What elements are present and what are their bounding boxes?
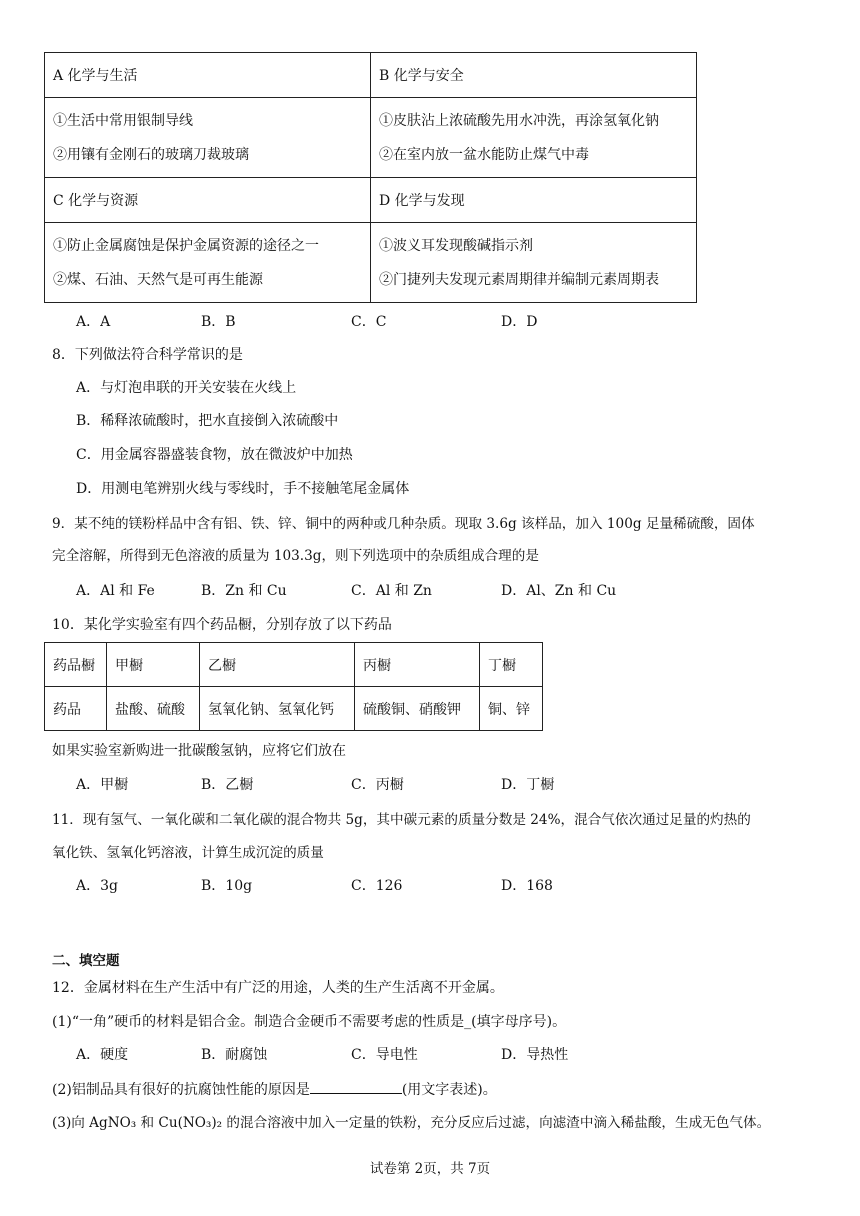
- cell-d-body: [371, 223, 697, 303]
- cell-c-body: [45, 223, 371, 303]
- cell-d-line1: ①波义耳发现酸碱指示剂: [379, 237, 533, 254]
- q7-option-b: B．B: [201, 314, 236, 330]
- q9-option-c: C．Al 和 Zn: [351, 583, 432, 599]
- cabinet-header-0: 药品橱: [45, 643, 107, 687]
- q11-stem-line2: 氧化铁、氢氧化钙溶液，计算生成沉淀的质量: [52, 845, 324, 861]
- cell-c-header: C 化学与资源: [45, 178, 371, 223]
- q12-part1-option-c: C．导电性: [351, 1047, 418, 1063]
- q7-option-a: A．A: [76, 314, 111, 330]
- cell-c-line2: ②煤、石油、天然气是可再生能源: [53, 271, 263, 288]
- q7-option-c: C．C: [351, 314, 387, 330]
- q12-part2-after: (用文字表述)。: [401, 1082, 497, 1098]
- q12-part2: [52, 1079, 497, 1100]
- cabinet-cell-4: 铜、锌: [480, 687, 543, 731]
- q10-option-c: C．丙橱: [351, 777, 404, 793]
- cabinet-cell-1: 盐酸、硫酸: [107, 687, 200, 731]
- q11-option-d: D．168: [501, 878, 553, 894]
- cabinet-cell-0: 药品: [45, 687, 107, 731]
- q12-part2-before: (2)铝制品具有很好的抗腐蚀性能的原因是: [52, 1082, 310, 1098]
- q9-option-d: D．Al、Zn 和 Cu: [501, 583, 617, 599]
- cell-b-line1: ①皮肤沾上浓硫酸先用水冲洗，再涂氢氧化钠: [379, 112, 659, 129]
- cell-a-header: A 化学与生活: [45, 53, 371, 98]
- q11-option-a: A．3g: [76, 878, 118, 894]
- cell-d-header: D 化学与发现: [371, 178, 697, 223]
- cell-b-body: [371, 98, 697, 178]
- cell-b-line2: ②在室内放一盆水能防止煤气中毒: [379, 146, 589, 163]
- cell-c-line1: ①防止金属腐蚀是保护金属资源的途径之一: [53, 237, 319, 254]
- q9-option-b: B．Zn 和 Cu: [201, 583, 287, 599]
- cabinet-cell-3: 硫酸铜、硝酸钾: [355, 687, 480, 731]
- cell-a-line1: ①生活中常用银制导线: [53, 112, 193, 129]
- q12-part1-option-d: D．导热性: [501, 1047, 569, 1063]
- q12-part1-option-b: B．耐腐蚀: [201, 1047, 268, 1063]
- cabinet-table: [44, 642, 543, 731]
- q10-option-b: B．乙橱: [201, 777, 254, 793]
- q11-stem-line1: 11．现有氢气、一氧化碳和二氧化碳的混合物共 5g，其中碳元素的质量分数是 24%，混合气依次通过足量的灼热的: [52, 812, 751, 828]
- answer-blank[interactable]: [310, 1079, 402, 1094]
- q11-option-b: B．10g: [201, 878, 253, 894]
- cabinet-cell-2: 氢氧化钠、氢氧化钙: [200, 687, 355, 731]
- section-title: 二、填空题: [52, 953, 120, 969]
- knowledge-table: [44, 52, 697, 303]
- cell-b-header: B 化学与安全: [371, 53, 697, 98]
- q11-option-c: C．126: [351, 878, 403, 894]
- cell-d-line2: ②门捷列夫发现元素周期律并编制元素周期表: [379, 271, 659, 288]
- q10-stem: 10．某化学实验室有四个药品橱，分别存放了以下药品: [52, 617, 392, 633]
- q10-option-a: A．甲橱: [76, 777, 129, 793]
- q8-option-d: D．用测电笔辨别火线与零线时，手不接触笔尾金属体: [76, 481, 410, 497]
- q8-option-a: A．与灯泡串联的开关安装在火线上: [76, 380, 297, 396]
- cabinet-header-4: 丁橱: [480, 643, 543, 687]
- cell-a-body: [45, 98, 371, 178]
- q9-stem-line1: 9．某不纯的镁粉样品中含有铝、铁、锌、铜中的两种或几种杂质。现取 3.6g 该样品，加入 100g 足量稀硫酸，固体: [52, 516, 755, 532]
- q7-option-d: D．D: [501, 314, 538, 330]
- q8-option-c: C．用金属容器盛装食物，放在微波炉中加热: [76, 447, 353, 463]
- cabinet-header-3: 丙橱: [355, 643, 480, 687]
- q9-option-a: A．Al 和 Fe: [76, 583, 155, 599]
- cabinet-header-2: 乙橱: [200, 643, 355, 687]
- q10-option-d: D．丁橱: [501, 777, 555, 793]
- q8-option-b: B．稀释浓硫酸时，把水直接倒入浓硫酸中: [76, 413, 339, 429]
- cell-a-line2: ②用镶有金刚石的玻璃刀裁玻璃: [53, 146, 249, 163]
- q8-stem: 8．下列做法符合科学常识的是: [52, 347, 243, 363]
- q10-after: 如果实验室新购进一批碳酸氢钠，应将它们放在: [52, 743, 346, 759]
- q9-stem-line2: 完全溶解，所得到无色溶液的质量为 103.3g，则下列选项中的杂质组成合理的是: [52, 548, 539, 564]
- page-footer: 试卷第 2页，共 7页: [369, 1161, 491, 1177]
- q12-stem: 12．金属材料在生产生活中有广泛的用途，人类的生产生活离不开金属。: [52, 980, 504, 996]
- q12-part1: (1)“一角”硬币的材料是铝合金。制造合金硬币不需要考虑的性质是_(填字母序号)。: [52, 1014, 567, 1030]
- cabinet-header-1: 甲橱: [107, 643, 200, 687]
- q12-part1-option-a: A．硬度: [76, 1047, 129, 1063]
- q12-part3: (3)向 AgNO₃ 和 Cu(NO₃)₂ 的混合溶液中加入一定量的铁粉，充分反应后过滤，向滤渣中滴入稀盐酸，生成无色气体。: [52, 1115, 771, 1131]
